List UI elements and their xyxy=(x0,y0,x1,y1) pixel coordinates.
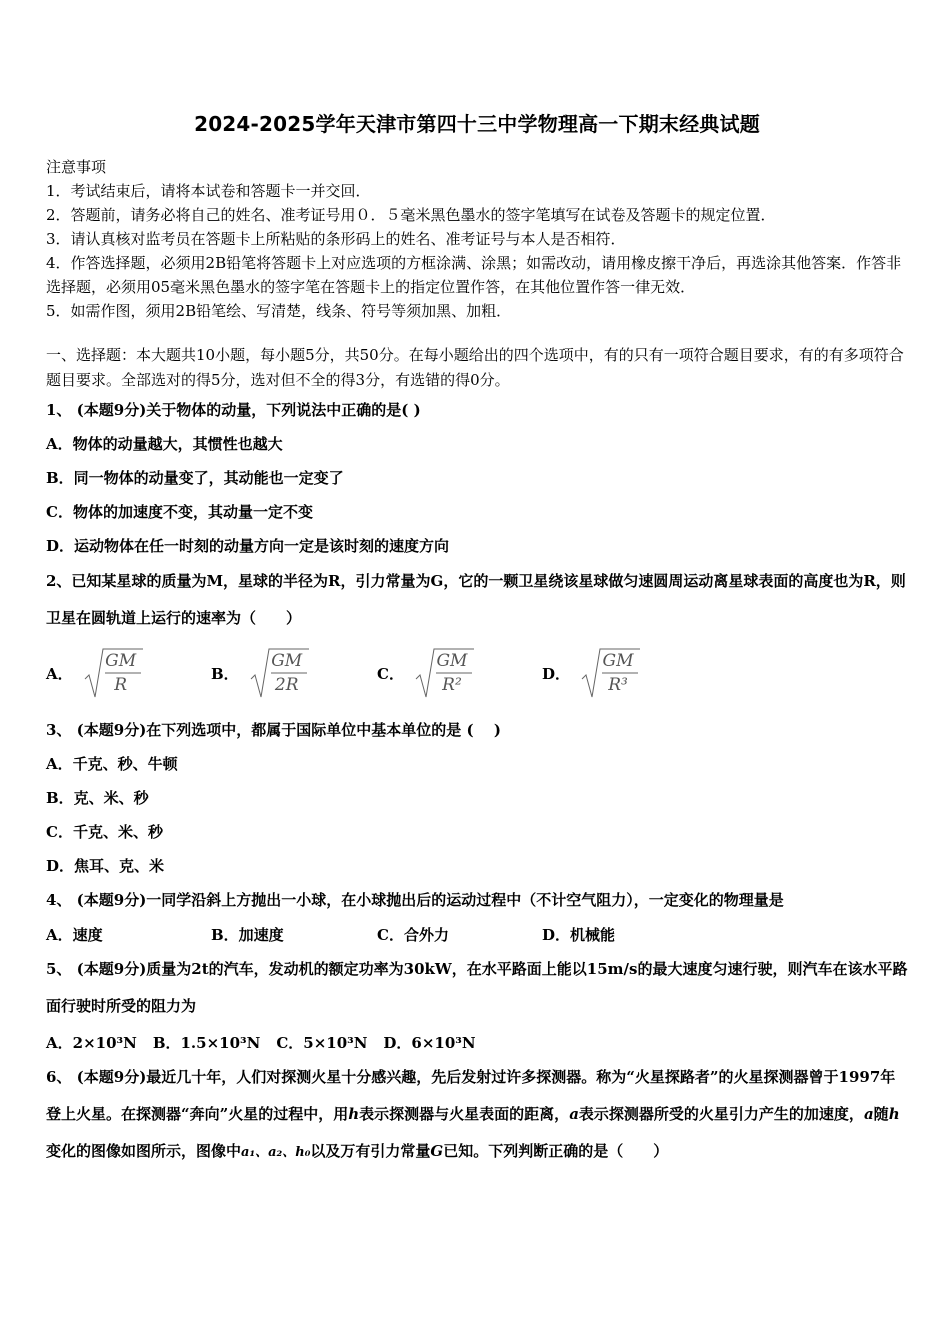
sqrt-fraction xyxy=(249,645,311,701)
exam-page xyxy=(46,108,908,1171)
q6-var-h: h xyxy=(888,1105,900,1123)
note-item-4: 4．作答选择题，必须用2B铅笔将答题卡上对应选项的方框涂满、涂黑；如需改动，请用橡皮擦干净后，再选涂其他答案．作答非选择题，必须用05毫米黑色墨水的签字笔在答题卡上的指定位置作答，在其他位置作答一律无效． xyxy=(46,254,902,296)
question-5-option-d: D．6×10³N xyxy=(383,1033,476,1052)
note-item-5: 5．如需作图，须用2B铅笔绘、写清楚，线条、符号等须加黑、加粗． xyxy=(46,302,512,320)
fraction-numerator: GM xyxy=(436,651,468,671)
question-2-stem: 2、已知某星球的质量为M，星球的半径为R，引力常量为G，它的一颗卫星绕该星球做匀速圆周运动离星球表面的高度也为R，则卫星在圆轨道上运行的速率为（ ） xyxy=(46,572,906,627)
q6-text-part: 随 xyxy=(873,1105,889,1123)
question-1-option-c: C．物体的加速度不变，其动量一定不变 xyxy=(46,503,313,521)
q6-var-a: a xyxy=(569,1105,579,1123)
q6-text-part: 表示探测器与火星表面的距离， xyxy=(359,1105,570,1123)
question-3-option-a: A．千克、秒、牛顿 xyxy=(46,755,178,773)
question-5-options xyxy=(46,1025,908,1059)
fraction-denominator: 2R xyxy=(274,675,299,695)
question-3-option-b: B．克、米、秒 xyxy=(46,789,149,807)
q6-text-part: 6、 (本题9分)最近几十年，人们对探测火星十分感兴趣，先后发射过许多探测器。称为“火星探路者”的火星探测器曾于1997年登上火星。在探测器“奔向”火星的过程中，用 xyxy=(46,1068,896,1123)
q6-text-part: 已知。下列判断正确的是（ ） xyxy=(443,1142,669,1160)
section-1-instructions: 一、选择题：本大题共10小题，每小题5分，共50分。在每小题给出的四个选项中，有的只有一项符合题目要求，有的有多项符合题目要求。全部选对的得5分，选对但不全的得3分，有选错的得0分。 xyxy=(46,346,904,389)
question-5-option-c: C．5×10³N xyxy=(276,1033,368,1052)
q6-text-part: 表示探测器所受的火星引力产生的加速度， xyxy=(578,1105,864,1123)
sqrt-fraction xyxy=(414,645,476,701)
question-4 xyxy=(46,883,908,951)
notes-heading: 注意事项 xyxy=(46,158,107,176)
question-1-option-d: D．运动物体在任一时刻的动量方向一定是该时刻的速度方向 xyxy=(46,537,450,555)
sqrt-fraction xyxy=(580,645,642,701)
exam-title: 2024-2025学年天津市第四十三中学物理高一下期末经典试题 xyxy=(194,112,760,136)
question-2-options xyxy=(46,641,908,705)
option-label: B． xyxy=(211,664,239,683)
question-2-option-b xyxy=(211,645,377,701)
note-item-1: 1．考试结束后，请将本试卷和答题卡一并交回． xyxy=(46,182,371,200)
q6-text-part: 变化的图像如图所示，图像中 xyxy=(46,1142,242,1160)
note-item-2: 2．答题前，请务必将自己的姓名、准考证号用０．５毫米黑色墨水的签字笔填写在试卷及答题卡的规定位置． xyxy=(46,206,776,224)
q6-text-part: 以及万有引力常量 xyxy=(310,1142,431,1160)
option-label: D． xyxy=(542,664,571,683)
notes-block xyxy=(46,155,908,323)
q6-var-a: a xyxy=(863,1105,874,1123)
question-4-options xyxy=(46,917,908,951)
option-label: A． xyxy=(46,664,73,683)
question-2 xyxy=(46,563,908,705)
fraction-numerator: GM xyxy=(271,651,303,671)
question-3 xyxy=(46,713,908,883)
question-3-option-d: D．焦耳、克、米 xyxy=(46,857,165,875)
fraction-denominator: R² xyxy=(442,675,462,695)
question-4-option-c: C．合外力 xyxy=(377,925,449,944)
question-5-stem: 5、 (本题9分)质量为2t的汽车，发动机的额定功率为30kW，在水平路面上能以15m/s的最大速度匀速行驶，则汽车在该水平路面行驶时所受的阻力为 xyxy=(46,960,908,1015)
question-5 xyxy=(46,951,908,1059)
question-4-option-a: A．速度 xyxy=(46,925,103,944)
question-4-option-b: B．加速度 xyxy=(211,925,284,944)
question-3-option-c: C．千克、米、秒 xyxy=(46,823,163,841)
fraction-numerator: GM xyxy=(602,651,634,671)
question-6 xyxy=(46,1059,908,1171)
sqrt-fraction xyxy=(83,645,145,701)
question-5-option-a: A．2×10³N xyxy=(46,1033,137,1052)
question-2-option-d xyxy=(542,645,707,701)
q6-var-list: a₁、a₂、h₀ xyxy=(241,1145,311,1160)
question-2-option-c xyxy=(377,645,542,701)
question-1-option-a: A．物体的动量越大，其惯性也越大 xyxy=(46,435,283,453)
fraction-denominator: R xyxy=(114,675,128,695)
fraction-denominator: R³ xyxy=(608,675,628,695)
question-1 xyxy=(46,393,908,563)
question-6-stem xyxy=(46,1059,908,1171)
question-4-stem: 4、 (本题9分)一同学沿斜上方抛出一小球，在小球抛出后的运动过程中（不计空气阻力），一定变化的物理量是 xyxy=(46,891,784,909)
note-item-3: 3．请认真核对监考员在答题卡上所粘贴的条形码上的姓名、准考证号与本人是否相符． xyxy=(46,230,626,248)
question-4-option-d: D．机械能 xyxy=(542,925,616,944)
question-5-option-b: B．1.5×10³N xyxy=(152,1033,261,1052)
question-1-stem: 1、 (本题9分)关于物体的动量，下列说法中正确的是( ) xyxy=(46,401,421,419)
q6-var-h: h xyxy=(348,1105,360,1123)
option-label: C． xyxy=(377,664,404,683)
question-3-stem: 3、 (本题9分)在下列选项中，都属于国际单位中基本单位的是 ( ) xyxy=(46,721,501,739)
q6-var-g: G xyxy=(430,1142,444,1160)
question-2-option-a xyxy=(46,645,211,701)
question-1-option-b: B．同一物体的动量变了，其动能也一定变了 xyxy=(46,469,344,487)
fraction-numerator: GM xyxy=(105,651,137,671)
